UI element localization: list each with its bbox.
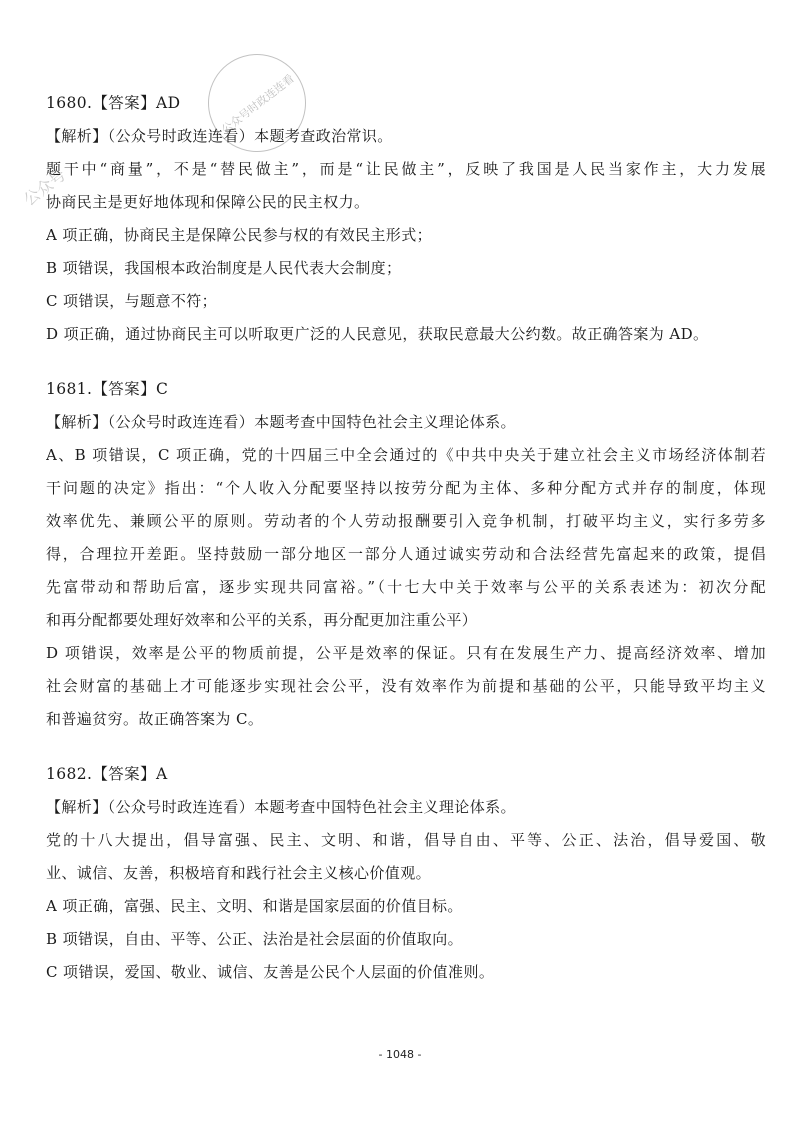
paragraph-line: 业、诚信、友善，积极培育和践行社会主义核心价值观。 — [46, 864, 432, 882]
analysis-paragraph — [46, 824, 766, 890]
paragraph-line: 党的十八大提出，倡导富强、民主、文明、和谐，倡导自由、平等、公正、法治，倡导爱国、敬 — [46, 831, 766, 849]
option-line: A 项正确，富强、民主、文明、和谐是国家层面的价值目标。 — [46, 897, 463, 915]
paragraph-line: 得，合理拉开差距。坚持鼓励一部分地区一部分人通过诚实劳动和合法经营先富起来的政策，提倡 — [46, 545, 766, 563]
analysis-intro: 【解析】（公众号时政连连看）本题考查中国特色社会主义理论体系。 — [46, 798, 516, 816]
page-number: - 1048 - — [378, 1048, 422, 1061]
analysis-intro: 【解析】（公众号时政连连看）本题考查政治常识。 — [46, 127, 393, 145]
question-header: 1681.【答案】C — [46, 380, 169, 398]
analysis-paragraph-2 — [46, 637, 766, 736]
question-header: 1680.【答案】AD — [46, 94, 181, 112]
paragraph-line: 协商民主是更好地体现和保障公民的民主权力。 — [46, 193, 370, 211]
analysis-paragraph — [46, 439, 766, 637]
paragraph-line: 先富带动和帮助后富，逐步实现共同富裕。”（十七大中关于效率与公平的关系表述为：初次分配 — [46, 578, 766, 596]
paragraph-line: 社会财富的基础上才可能逐步实现社会公平，没有效率作为前提和基础的公平，只能导致平均主义 — [46, 677, 766, 695]
question-1681 — [46, 373, 766, 736]
paragraph-line: 干问题的决定》指出：“个人收入分配要坚持以按劳分配为主体、多种分配方式并存的制度，体现 — [46, 479, 766, 497]
option-line: C 项错误，爱国、敬业、诚信、友善是公民个人层面的价值准则。 — [46, 963, 495, 981]
question-1682 — [46, 758, 766, 989]
paragraph-line: 和普遍贫穷。故正确答案为 C。 — [46, 710, 264, 728]
option-line: A 项正确，协商民主是保障公民参与权的有效民主形式； — [46, 226, 433, 244]
question-header: 1682.【答案】A — [46, 765, 168, 783]
paragraph-line: A、B 项错误，C 项正确，党的十四届三中全会通过的《中共中央关于建立社会主义市场经济体制若 — [46, 446, 766, 464]
watermark-seal-text: 公众号时政连连看 — [219, 71, 297, 137]
analysis-intro: 【解析】（公众号时政连连看）本题考查中国特色社会主义理论体系。 — [46, 413, 516, 431]
option-line: D 项正确，通过协商民主可以听取更广泛的人民意见，获取民意最大公约数。故正确答案为 AD。 — [46, 325, 709, 343]
watermark-text: 公众号 — [19, 165, 70, 210]
paragraph-line: 和再分配都要处理好效率和公平的关系，再分配更加注重公平） — [46, 611, 478, 629]
paragraph-line: 效率优先、兼顾公平的原则。劳动者的个人劳动报酬要引入竞争机制，打破平均主义，实行多劳多 — [46, 512, 766, 530]
analysis-paragraph — [46, 153, 766, 219]
paragraph-line: 题干中“商量”，不是“替民做主”，而是“让民做主”，反映了我国是人民当家作主，大力发展 — [46, 160, 766, 178]
paragraph-line: D 项错误，效率是公平的物质前提，公平是效率的保证。只有在发展生产力、提高经济效率、增加 — [46, 644, 766, 662]
option-line: B 项错误，我国根本政治制度是人民代表大会制度； — [46, 259, 402, 277]
option-line: C 项错误，与题意不符； — [46, 292, 218, 310]
question-1680 — [46, 87, 766, 351]
option-line: B 项错误，自由、平等、公正、法治是社会层面的价值取向。 — [46, 930, 463, 948]
document-content — [46, 87, 766, 1011]
